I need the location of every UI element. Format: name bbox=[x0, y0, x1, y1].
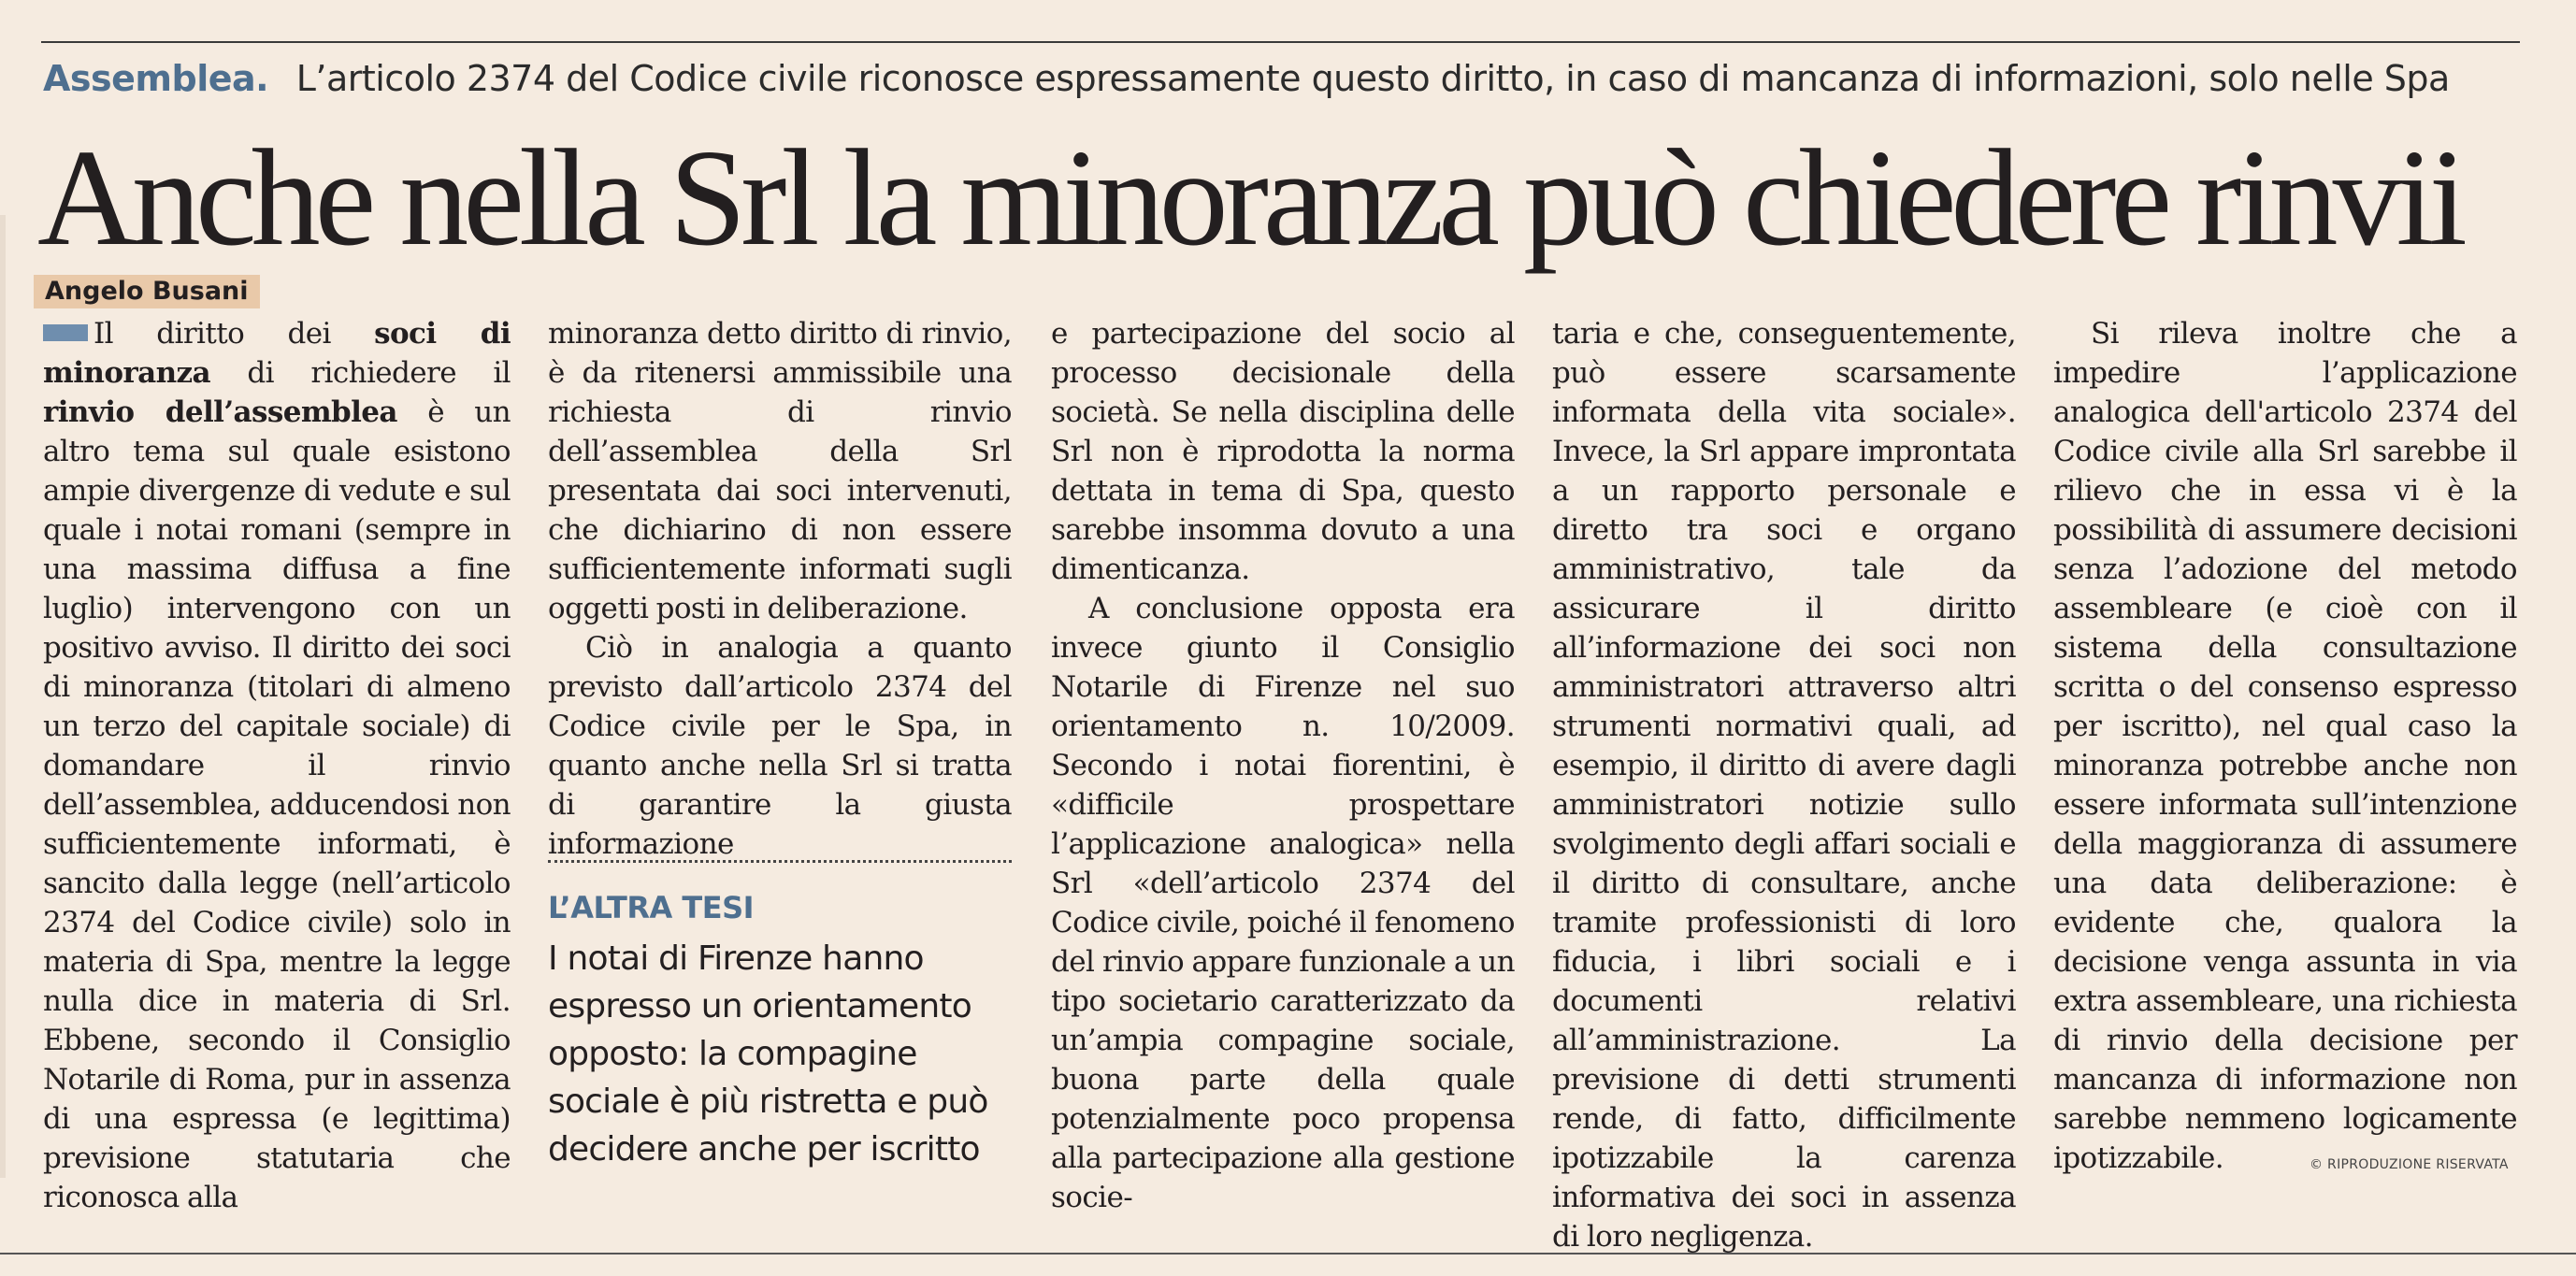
copyright-notice: © RIPRODUZIONE RISERVATA bbox=[2310, 1157, 2509, 1172]
top-rule bbox=[41, 41, 2520, 43]
column-1-paragraph bbox=[43, 314, 511, 1217]
sidebar-text: I notai di Firenze hanno espresso un orientamento opposto: la compagine sociale è più ristretta e può decidere anche per iscritto bbox=[548, 939, 988, 1168]
kicker bbox=[43, 58, 2450, 99]
lead-marker bbox=[43, 324, 88, 341]
article-column-1 bbox=[43, 314, 511, 1217]
bold-run: soci di minoranza bbox=[43, 317, 511, 390]
bottom-rule bbox=[0, 1253, 2576, 1254]
column-5-paragraph-1: Si rileva inoltre che a impedire l’applicazione analogica dell'articolo 2374 del Codice civile alla Srl sarebbe il rilievo che in essa vi è la possibilità di assumere decisioni senza l’adozione del metodo assembleare (e cioè con il sistema della consultazione scritta o del consenso espresso per iscritto), nel qual caso la minoranza potrebbe anche non essere informata sull’intenzione della maggioranza di assumere una data deliberazione: è evidente che, qualora la decisione venga assunta in via extra assembleare, una richiesta di rinvio della decisione per mancanza di informazione non sarebbe nemmeno logicamente ipotizzabile. bbox=[2053, 317, 2517, 1175]
article-column-4 bbox=[1552, 314, 2016, 1256]
text-run: è un altro tema sul quale esistono ampie divergenze di vedute e sul quale i notai romani (sempre in una massima diffusa a fine luglio) intervengono con un positivo avviso. Il diritto dei soci di minoranza (titolari di almeno un terzo del capitale sociale) di domandare il rinvio dell’assemblea, adducendosi non sufficientemente informati, è sancito dalla legge (nell’articolo 2374 del Codice civile) solo in materia di Spa, mentre la legge nulla dice in materia di Srl. Ebbene, secondo il Consiglio Notarile di Roma, pur in assenza di una espressa (e legittima) previsione statutaria che riconosca alla bbox=[43, 395, 511, 1214]
sidebar-divider bbox=[548, 860, 1012, 863]
kicker-text: L’articolo 2374 del Codice civile riconosce espressamente questo diritto, in caso di mancanza di informazioni, solo nelle Spa bbox=[295, 58, 2450, 99]
bold-run: rinvio dell’assemblea bbox=[43, 395, 397, 429]
column-3-paragraph-2: A conclusione opposta era invece giunto il Consiglio Notarile di Firenze nel suo orientamento n. 10/2009. Secondo i notai fiorentini, è «difficile prospettare l’applicazione analogica» nella Srl «dell’articolo 2374 del Codice civile, poiché il fenomeno del rinvio appare funzionale a un tipo societario caratterizzato da un’ampia compagine sociale, buona parte della quale potenzialmente poco propensa alla partecipazione alla gestione socie- bbox=[1051, 592, 1515, 1214]
column-2-paragraph-1: minoranza detto diritto di rinvio, è da ritenersi ammissibile una richiesta di rinvio dell’assemblea della Srl presentata dai soci intervenuti, che dichiarino di non essere sufficientemente informati sugli oggetti posti in deliberazione. bbox=[548, 317, 1012, 625]
column-4-paragraph-1: taria e che, conseguentemente, può essere scarsamente informata della vita sociale». Invece, la Srl appare improntata a un rapporto personale e diretto tra soci e organo amministrativo, tale da assicurare il diritto all’informazione dei soci non amministratori attraverso altri strumenti normativi quali, ad esempio, il diritto di avere dagli amministratori notizie sullo svolgimento degli affari sociali e il diritto di consultare, anche tramite professionisti di loro fiducia, i libri sociali e i documenti relativi all’amministrazione. La previsione di detti strumenti rende, di fatto, difficilmente ipotizzabile la carenza informativa dei soci in assenza di loro negligenza. bbox=[1552, 317, 2016, 1254]
text-run: di richiedere il bbox=[210, 356, 511, 390]
column-3-paragraph-1: e partecipazione del socio al processo decisionale della società. Se nella disciplina delle Srl non è riprodotta la norma dettata in tema di Spa, questo sarebbe insomma dovuto a una dimenticanza. bbox=[1051, 317, 1515, 586]
kicker-tag: Assemblea. bbox=[43, 58, 269, 99]
text-run: Il diritto dei bbox=[94, 317, 375, 351]
byline: Angelo Busani bbox=[34, 275, 260, 308]
article-column-5 bbox=[2053, 314, 2517, 1178]
headline: Anche nella Srl la minoranza può chiedere rinvii bbox=[37, 122, 2462, 275]
column-2-paragraph-2: Ciò in analogia a quanto previsto dall’articolo 2374 del Codice civile per le Spa, in quanto anche nella Srl si tratta di garantire la giusta informazione bbox=[548, 631, 1012, 861]
sidebar-label: L’ALTRA TESI bbox=[548, 890, 755, 925]
article-column-3 bbox=[1051, 314, 1515, 1217]
article-column-2 bbox=[548, 314, 1012, 864]
page-edge bbox=[0, 215, 6, 1178]
